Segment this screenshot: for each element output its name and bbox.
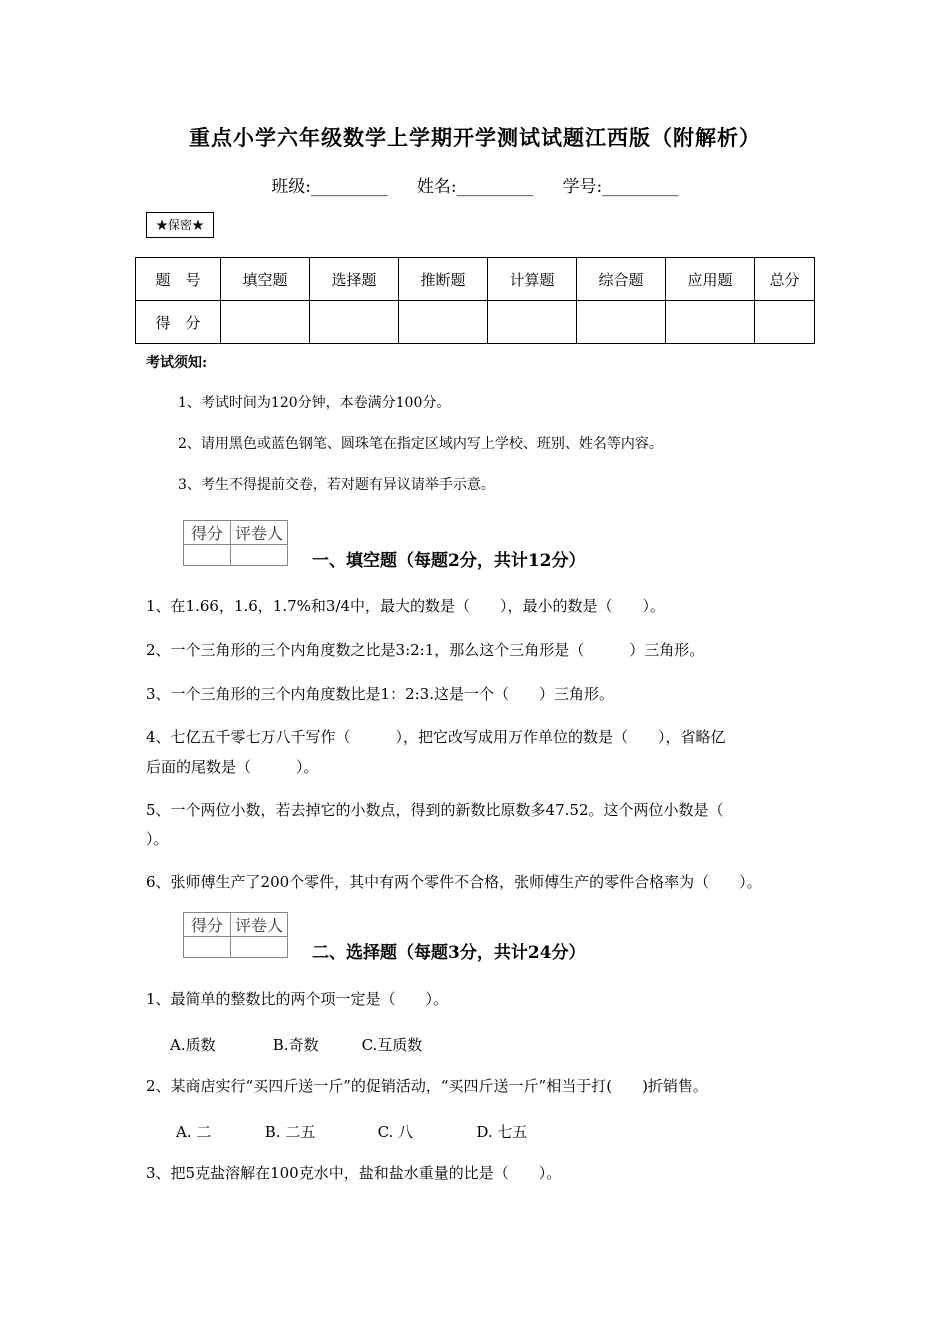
score-table-cell: 应用题 [666, 258, 755, 301]
score-table-cell: 总分 [755, 258, 815, 301]
grader-box-label: 评卷人 [231, 521, 288, 545]
score-input-cell[interactable] [488, 301, 577, 344]
student-info [0, 172, 950, 197]
notice-item: 2、请用黑色或蓝色钢笔、圆珠笔在指定区域内写上学校、班别、姓名等内容。 [178, 436, 663, 452]
score-input-cell[interactable] [399, 301, 488, 344]
question-continued: 后面的尾数是（ ）。 [146, 758, 319, 776]
notice-title: 考试须知: [146, 355, 208, 371]
option[interactable]: B. 二五 [264, 1123, 316, 1141]
score-table-cell: 计算题 [488, 258, 577, 301]
grader-box-input[interactable] [231, 937, 288, 958]
section-score-box [183, 912, 288, 958]
score-table-cell: 题 号 [136, 258, 221, 301]
score-box-input[interactable] [184, 937, 231, 958]
section-score-box [183, 520, 288, 566]
option[interactable]: C. 八 [377, 1123, 414, 1141]
score-table-score-row [136, 301, 815, 344]
class-field[interactable]: 班级:_________ [271, 177, 388, 197]
score-input-cell[interactable] [666, 301, 755, 344]
question: 3、一个三角形的三个内角度数比是1：2:3.这是一个（ ）三角形。 [146, 685, 614, 703]
grader-box-label: 评卷人 [231, 913, 288, 937]
score-table-cell: 综合题 [577, 258, 666, 301]
question: 1、最简单的整数比的两个项一定是（ ）。 [146, 990, 449, 1008]
score-table [135, 257, 815, 344]
option[interactable]: B.奇数 [272, 1036, 319, 1054]
score-input-cell[interactable] [221, 301, 310, 344]
notice-item: 1、考试时间为120分钟，本卷满分100分。 [178, 395, 451, 411]
score-table-cell: 选择题 [310, 258, 399, 301]
question: 1、在1.66，1.6，1.7%和3/4中，最大的数是（ ），最小的数是（ ）。 [146, 597, 666, 615]
student-id-field[interactable]: 学号:_________ [562, 177, 679, 197]
question: 2、一个三角形的三个内角度数之比是3:2:1，那么这个三角形是（ ）三角形。 [146, 641, 705, 659]
options-row [176, 1121, 527, 1142]
section-title: 二、选择题（每题3分，共计24分） [312, 943, 586, 963]
question: 3、把5克盐溶解在100克水中，盐和盐水重量的比是（ ）。 [146, 1164, 562, 1182]
options-row [170, 1034, 422, 1055]
score-box-label: 得分 [184, 913, 231, 937]
name-field[interactable]: 姓名:_________ [416, 177, 534, 197]
question: 6、张师傅生产了200个零件，其中有两个零件不合格，张师傅生产的零件合格率为（ ）。 [146, 873, 762, 891]
score-input-cell[interactable] [755, 301, 815, 344]
score-table-cell: 推断题 [399, 258, 488, 301]
section-title: 一、填空题（每题2分，共计12分） [312, 551, 586, 571]
score-box-input[interactable] [184, 545, 231, 566]
score-input-cell[interactable] [577, 301, 666, 344]
grader-box-input[interactable] [231, 545, 288, 566]
question-continued: ）。 [146, 830, 169, 848]
question: 4、七亿五千零七万八千写作（ ），把它改写成用万作单位的数是（ ），省略亿 [146, 728, 726, 746]
score-table-cell: 填空题 [221, 258, 310, 301]
score-table-cell: 得 分 [136, 301, 221, 344]
page-title: 重点小学六年级数学上学期开学测试试题江西版（附解析） [189, 125, 761, 150]
score-table-header-row [136, 258, 815, 301]
option[interactable]: C.互质数 [361, 1036, 423, 1054]
question: 2、某商店实行“买四斤送一斤”的促销活动，“买四斤送一斤”相当于打( )折销售。 [146, 1077, 708, 1095]
notice-item: 3、考生不得提前交卷，若对题有异议请举手示意。 [178, 477, 495, 493]
option[interactable]: A. 二 [176, 1123, 212, 1141]
score-box-label: 得分 [184, 521, 231, 545]
question: 5、一个两位小数，若去掉它的小数点，得到的新数比原数多47.52。这个两位小数是（ [146, 801, 724, 819]
score-input-cell[interactable] [310, 301, 399, 344]
confidential-badge: ★保密★ [146, 212, 214, 238]
option[interactable]: A.质数 [170, 1036, 216, 1054]
option[interactable]: D. 七五 [476, 1123, 528, 1141]
